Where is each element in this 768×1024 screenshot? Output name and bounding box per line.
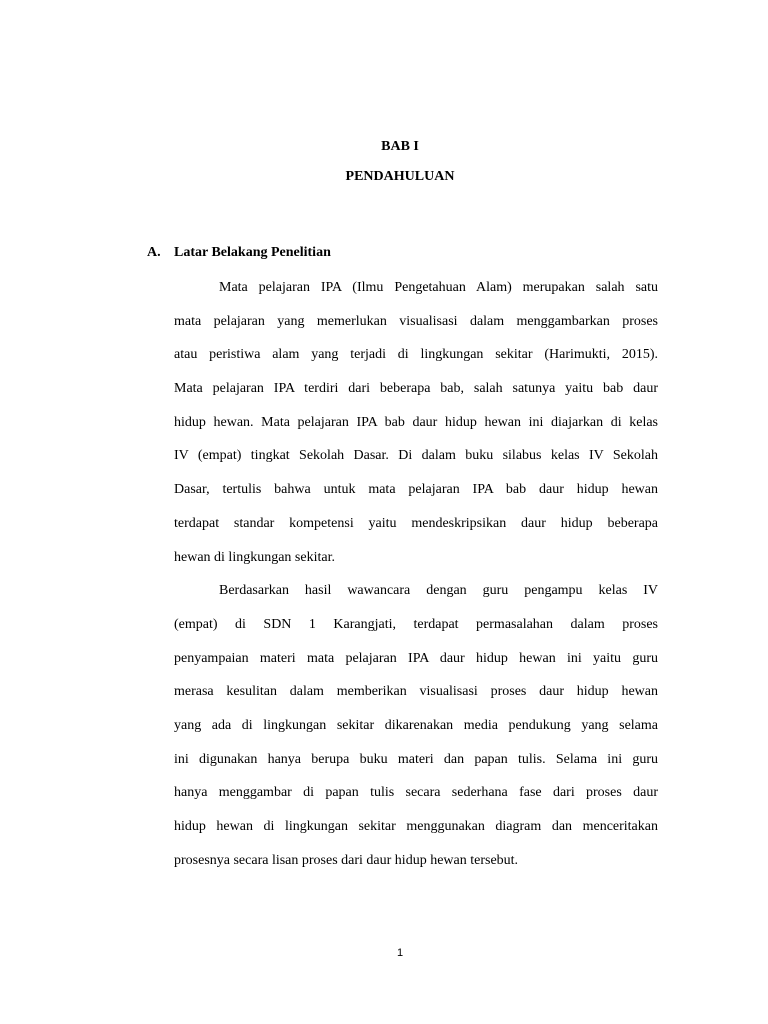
page-number: 1 (396, 947, 404, 959)
section-title: Latar Belakang Penelitian (174, 245, 331, 260)
paragraph-line: hidup hewan. Mata pelajaran IPA bab daur hidup hewan ini diajarkan di kelas (174, 414, 658, 430)
paragraph-line: prosesnya secara lisan proses dari daur hidup hewan tersebut. (174, 852, 519, 868)
body-text (174, 278, 658, 884)
paragraph-line: Dasar, tertulis bahwa untuk mata pelajaran IPA bab daur hidup hewan (174, 482, 658, 498)
paragraph-line: merasa kesulitan dalam memberikan visualisasi proses daur hidup hewan (174, 684, 658, 700)
chapter-label: BAB I (381, 139, 419, 154)
chapter-title: PENDAHULUAN (345, 169, 455, 184)
paragraph-line: atau peristiwa alam yang terjadi di lingkungan sekitar (Harimukti, 2015). (174, 347, 658, 363)
paragraph-line: Berdasarkan hasil wawancara dengan guru pengampu kelas IV (219, 583, 658, 599)
paragraph-line: ini digunakan hanya berupa buku materi dan papan tulis. Selama ini guru (174, 751, 658, 767)
paragraph-line: yang ada di lingkungan sekitar dikarenakan media pendukung yang selama (174, 717, 658, 733)
paragraph-line: penyampaian materi mata pelajaran IPA daur hidup hewan ini yaitu guru (174, 650, 658, 666)
paragraph-line: (empat) di SDN 1 Karangjati, terdapat permasalahan dalam proses (174, 616, 658, 632)
section-heading (147, 245, 331, 261)
section-number: A. (147, 245, 161, 260)
paragraph-line: Mata pelajaran IPA terdiri dari beberapa bab, salah satunya yaitu bab daur (174, 381, 658, 397)
paragraph-line: mata pelajaran yang memerlukan visualisasi dalam menggambarkan proses (174, 313, 658, 329)
paragraph-line: terdapat standar kompetensi yaitu mendeskripsikan daur hidup beberapa (174, 515, 658, 531)
paragraph-line: Mata pelajaran IPA (Ilmu Pengetahuan Alam) merupakan salah satu (219, 280, 658, 295)
paragraph-line: hidup hewan di lingkungan sekitar menggunakan diagram dan menceritakan (174, 819, 658, 834)
paragraph-line: hewan di lingkungan sekitar. (174, 549, 335, 565)
paragraph-line: IV (empat) tingkat Sekolah Dasar. Di dalam buku silabus kelas IV Sekolah (174, 448, 658, 464)
paragraph-line: hanya menggambar di papan tulis secara sederhana fase dari proses daur (174, 785, 658, 801)
